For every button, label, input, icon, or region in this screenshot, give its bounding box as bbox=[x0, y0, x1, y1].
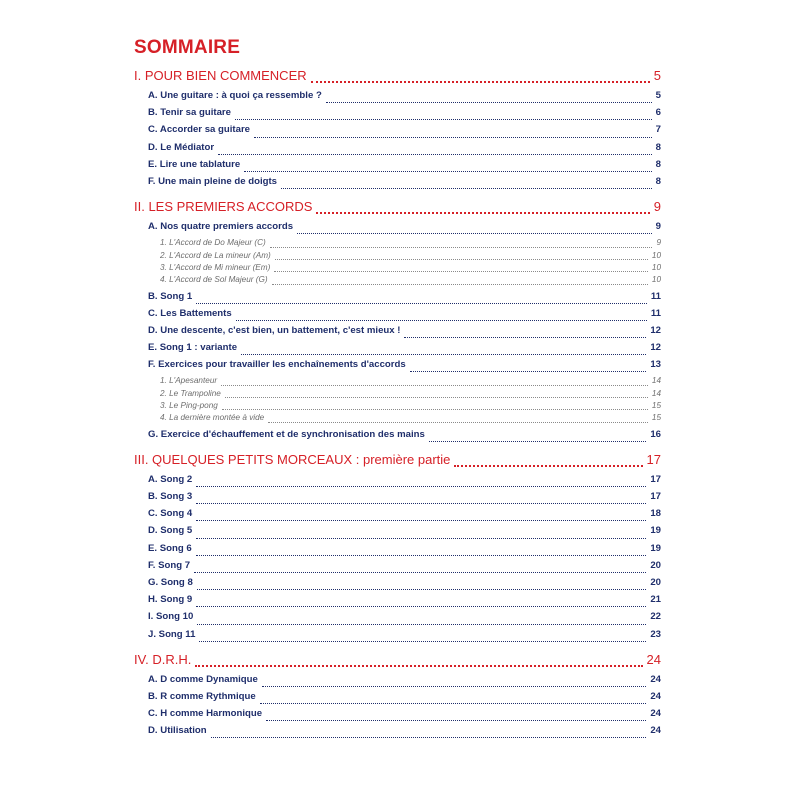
dot-leader bbox=[272, 284, 648, 285]
toc-subitem-page-number: 14 bbox=[651, 388, 661, 398]
dot-leader bbox=[211, 737, 647, 738]
dot-leader bbox=[268, 422, 648, 423]
toc-item-label: C. Song 4 bbox=[148, 508, 193, 520]
dot-leader bbox=[196, 606, 646, 607]
toc-item-page-number: 17 bbox=[650, 491, 661, 502]
dot-leader bbox=[221, 385, 648, 386]
toc-item[interactable] bbox=[134, 577, 661, 594]
dot-leader bbox=[429, 441, 646, 442]
toc-item-label: I. Song 10 bbox=[148, 611, 194, 623]
dot-leader bbox=[218, 154, 652, 155]
toc-item-label: A. Une guitare : à quoi ça ressemble ? bbox=[148, 90, 322, 101]
toc-item[interactable] bbox=[134, 594, 661, 611]
dot-leader bbox=[316, 212, 649, 214]
toc-item-page-number: 7 bbox=[655, 124, 661, 136]
toc-item-page-number: 20 bbox=[650, 576, 661, 588]
toc-subitem[interactable] bbox=[134, 376, 661, 388]
toc-item[interactable] bbox=[134, 124, 661, 141]
toc-item[interactable] bbox=[134, 342, 661, 359]
dot-leader bbox=[266, 720, 646, 721]
toc-item-page-number: 6 bbox=[655, 107, 661, 119]
toc-item-page-number: 21 bbox=[650, 594, 661, 606]
dot-leader bbox=[326, 102, 652, 103]
toc-item-label: H. Song 9 bbox=[148, 594, 193, 606]
toc-item[interactable] bbox=[134, 308, 661, 325]
dot-leader bbox=[262, 686, 647, 687]
toc-section[interactable] bbox=[134, 199, 661, 217]
toc-item-page-number: 16 bbox=[650, 428, 661, 440]
toc-item-page-number: 12 bbox=[650, 342, 661, 354]
toc-section-label: IV. D.R.H. bbox=[134, 651, 192, 667]
toc-section[interactable] bbox=[134, 652, 661, 670]
toc-subitem-label: 4. La dernière montée à vide bbox=[160, 413, 265, 423]
toc-item-page-number: 24 bbox=[650, 690, 661, 702]
dot-leader bbox=[197, 589, 647, 590]
toc-item-page-number: 20 bbox=[650, 559, 661, 571]
toc-item[interactable] bbox=[134, 629, 661, 646]
toc-item-page-number: 17 bbox=[650, 473, 661, 485]
dot-leader bbox=[274, 271, 648, 272]
toc-item-label: C. Accorder sa guitare bbox=[148, 124, 251, 136]
toc-item-label: A. D comme Dynamique bbox=[148, 673, 258, 685]
toc-item-label: E. Lire une tablature bbox=[148, 158, 241, 170]
table-of-contents bbox=[134, 68, 661, 748]
dot-leader bbox=[281, 188, 652, 189]
dot-leader bbox=[254, 137, 652, 138]
toc-subitem-label: 2. Le Trampoline bbox=[160, 388, 221, 398]
toc-item-label: D. Le Médiator bbox=[148, 141, 215, 153]
toc-subitem-label: 2. L'Accord de La mineur (Am) bbox=[160, 250, 271, 260]
toc-item-label: A. Song 2 bbox=[148, 473, 193, 485]
toc-item-label: B. Song 1 bbox=[148, 290, 193, 302]
dot-leader bbox=[195, 665, 642, 667]
toc-section-page-number: 17 bbox=[646, 451, 661, 467]
toc-item[interactable] bbox=[134, 359, 661, 376]
toc-item-page-number: 11 bbox=[650, 307, 661, 319]
toc-section-page-number: 9 bbox=[653, 199, 661, 215]
toc-item[interactable] bbox=[134, 708, 661, 725]
dot-leader bbox=[225, 397, 648, 398]
page-title: SOMMAIRE bbox=[134, 37, 241, 58]
toc-subitem-page-number: 10 bbox=[651, 275, 661, 285]
toc-subitem-page-number: 10 bbox=[651, 250, 661, 260]
toc-subitem-page-number: 15 bbox=[651, 413, 661, 423]
toc-item[interactable] bbox=[134, 429, 661, 446]
toc-subitem[interactable] bbox=[134, 413, 661, 425]
toc-subitem[interactable] bbox=[134, 263, 661, 275]
toc-item[interactable] bbox=[134, 543, 661, 560]
toc-item-label: A. Nos quatre premiers accords bbox=[148, 221, 294, 233]
dot-leader bbox=[196, 486, 646, 487]
toc-item[interactable] bbox=[134, 325, 661, 342]
toc-item[interactable] bbox=[134, 474, 661, 491]
toc-item-label: G. Song 8 bbox=[148, 576, 193, 588]
dot-leader bbox=[235, 119, 652, 120]
toc-subitem-label: 3. Le Ping-pong bbox=[160, 401, 218, 411]
dot-leader bbox=[222, 409, 648, 410]
toc-subitem[interactable] bbox=[134, 389, 661, 401]
toc-subitem[interactable] bbox=[134, 275, 661, 287]
dot-leader bbox=[241, 354, 646, 355]
section-spacer bbox=[134, 742, 661, 748]
toc-section-page-number: 5 bbox=[653, 68, 661, 83]
toc-subitem-label: 1. L'Apesanteur bbox=[160, 376, 218, 386]
toc-item[interactable] bbox=[134, 611, 661, 628]
toc-item[interactable] bbox=[134, 90, 661, 107]
toc-item-label: D. Song 5 bbox=[148, 525, 193, 537]
toc-subitem-label: 1. L'Accord de Do Majeur (C) bbox=[160, 238, 266, 248]
toc-section[interactable] bbox=[134, 68, 661, 86]
toc-subitem[interactable] bbox=[134, 238, 661, 250]
toc-item[interactable] bbox=[134, 525, 661, 542]
toc-item-page-number: 24 bbox=[650, 708, 661, 720]
toc-item[interactable] bbox=[134, 691, 661, 708]
toc-item-label: J. Song 11 bbox=[148, 628, 196, 640]
dot-leader bbox=[260, 703, 647, 704]
toc-section-page-number: 24 bbox=[646, 651, 661, 667]
toc-item-page-number: 12 bbox=[650, 324, 661, 336]
toc-item-label: E. Song 1 : variante bbox=[148, 342, 238, 354]
dot-leader bbox=[196, 520, 646, 521]
toc-item-page-number: 18 bbox=[650, 508, 661, 520]
dot-leader bbox=[196, 503, 646, 504]
toc-item[interactable] bbox=[134, 107, 661, 124]
dot-leader bbox=[275, 259, 648, 260]
toc-subitem-label: 4. L'Accord de Sol Majeur (G) bbox=[160, 275, 268, 285]
toc-subitem[interactable] bbox=[134, 401, 661, 413]
toc-item-label: D. Une descente, c'est bien, un battement, c'est mieux ! bbox=[148, 324, 401, 336]
toc-item-page-number: 19 bbox=[650, 525, 661, 537]
toc-section-label: II. LES PREMIERS ACCORDS bbox=[134, 199, 313, 215]
toc-item[interactable] bbox=[134, 142, 661, 159]
toc-item-page-number: 22 bbox=[650, 611, 661, 623]
toc-section-label: I. POUR BIEN COMMENCER bbox=[134, 68, 307, 83]
toc-item-page-number: 8 bbox=[655, 158, 661, 170]
toc-subitem-page-number: 9 bbox=[656, 238, 661, 248]
toc-item-label: C. H comme Harmonique bbox=[148, 708, 263, 720]
toc-item[interactable] bbox=[134, 508, 661, 525]
dot-leader bbox=[404, 337, 646, 338]
toc-subitem-page-number: 10 bbox=[651, 262, 661, 272]
toc-section-label: III. QUELQUES PETITS MORCEAUX : première partie bbox=[134, 451, 451, 467]
toc-item-page-number: 8 bbox=[655, 141, 661, 153]
toc-subitem-page-number: 14 bbox=[651, 376, 661, 386]
toc-item[interactable] bbox=[134, 491, 661, 508]
toc-item[interactable] bbox=[134, 221, 661, 238]
toc-item-label: C. Les Battements bbox=[148, 307, 232, 319]
dot-leader bbox=[197, 624, 646, 625]
toc-item-label: F. Une main pleine de doigts bbox=[148, 175, 277, 187]
toc-item-label: F. Song 7 bbox=[148, 559, 191, 571]
toc-subitem-page-number: 15 bbox=[651, 401, 661, 411]
dot-leader bbox=[196, 555, 647, 556]
toc-item-page-number: 8 bbox=[655, 175, 661, 187]
dot-leader bbox=[297, 233, 652, 234]
toc-item-label: E. Song 6 bbox=[148, 542, 192, 554]
dot-leader bbox=[199, 641, 646, 642]
toc-item-label: F. Exercices pour travailler les enchaînements d'accords bbox=[148, 359, 406, 371]
toc-item-label: B. R comme Rythmique bbox=[148, 690, 256, 702]
toc-item-label: B. Song 3 bbox=[148, 491, 193, 502]
toc-item[interactable] bbox=[134, 560, 661, 577]
toc-item[interactable] bbox=[134, 291, 661, 308]
dot-leader bbox=[194, 572, 646, 573]
toc-section[interactable] bbox=[134, 452, 661, 470]
toc-item[interactable] bbox=[134, 159, 661, 176]
toc-item-page-number: 24 bbox=[650, 673, 661, 685]
dot-leader bbox=[236, 320, 647, 321]
toc-item-page-number: 23 bbox=[650, 628, 661, 640]
toc-item-page-number: 24 bbox=[650, 725, 661, 737]
toc-item[interactable] bbox=[134, 176, 661, 193]
dot-leader bbox=[196, 538, 646, 539]
dot-leader bbox=[196, 303, 647, 304]
toc-item[interactable] bbox=[134, 725, 661, 742]
dot-leader bbox=[454, 465, 642, 467]
toc-subitem[interactable] bbox=[134, 251, 661, 263]
dot-leader bbox=[244, 171, 651, 172]
toc-item[interactable] bbox=[134, 674, 661, 691]
toc-item-page-number: 9 bbox=[655, 221, 661, 233]
toc-subitem-label: 3. L'Accord de Mi mineur (Em) bbox=[160, 262, 271, 272]
toc-item-label: B. Tenir sa guitare bbox=[148, 107, 231, 119]
toc-item-page-number: 11 bbox=[650, 290, 661, 302]
toc-item-page-number: 13 bbox=[650, 359, 661, 371]
toc-item-page-number: 5 bbox=[655, 90, 661, 101]
dot-leader bbox=[270, 247, 653, 248]
dot-leader bbox=[410, 371, 647, 372]
toc-item-label: D. Utilisation bbox=[148, 725, 207, 737]
toc-item-page-number: 19 bbox=[650, 542, 661, 554]
toc-item-label: G. Exercice d'échauffement et de synchronisation des mains bbox=[148, 428, 425, 440]
dot-leader bbox=[311, 81, 650, 83]
